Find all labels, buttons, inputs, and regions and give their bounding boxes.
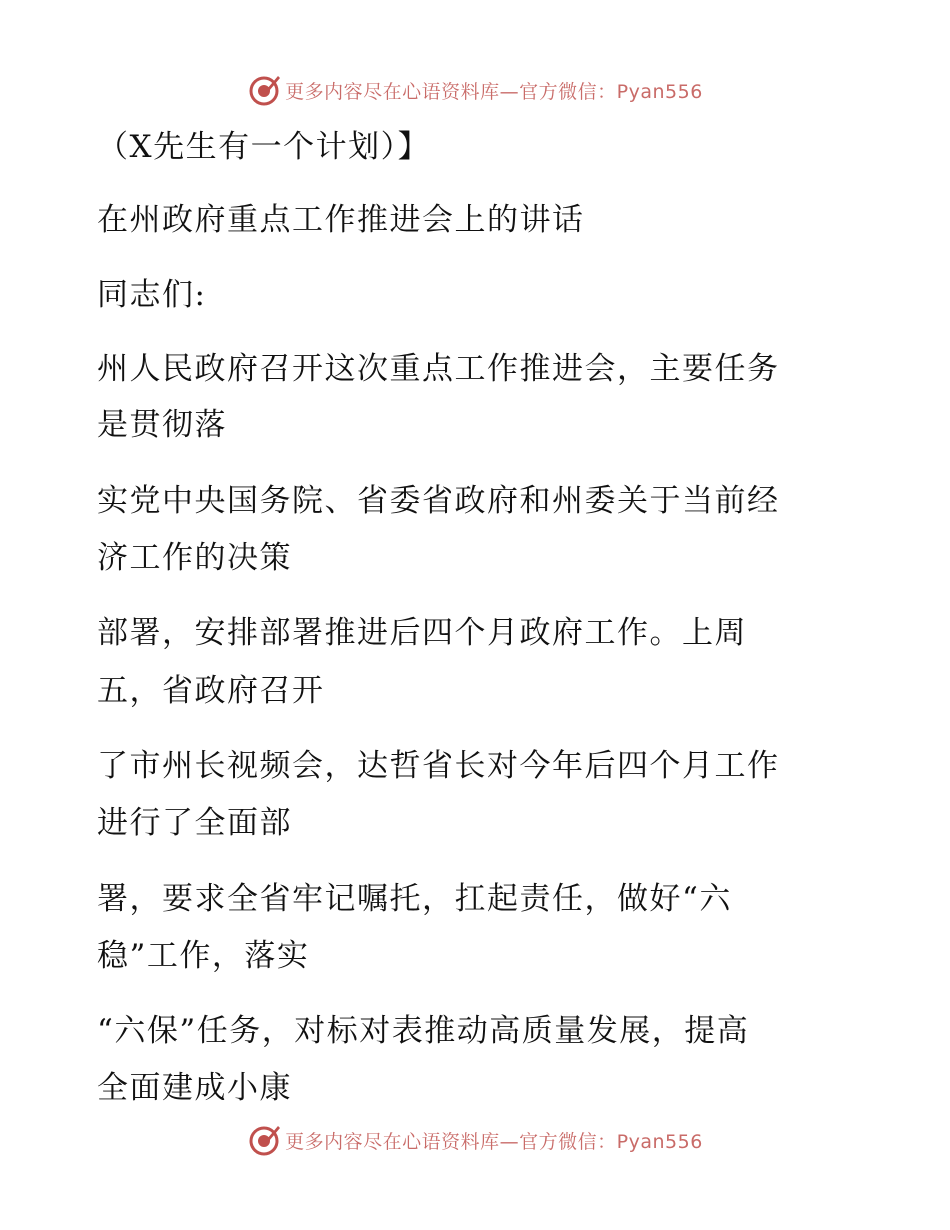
doc-line: 同志们: — [97, 277, 207, 313]
doc-line: 稳”工作，落实 — [97, 938, 310, 974]
doc-line: 署，要求全省牢记嘱托，扛起责任，做好“六 — [97, 881, 732, 917]
doc-line: “六保”任务，对标对表推动高质量发展，提高 — [97, 1013, 750, 1049]
footer-watermark — [0, 1120, 950, 1160]
doc-line: 部署，安排部署推进后四个月政府工作。上周 — [97, 615, 747, 651]
footer-watermark-text: 更多内容尽在心语资料库—官方微信：Pyan556 — [285, 1130, 703, 1153]
doc-line: 在州政府重点工作推进会上的讲话 — [97, 202, 585, 238]
doc-line: 是贯彻落 — [97, 407, 227, 443]
doc-line: 济工作的决策 — [97, 540, 292, 576]
doc-line: （X先生有一个计划）】 — [97, 129, 431, 165]
doc-line: 实党中央国务院、省委省政府和州委关于当前经 — [97, 483, 780, 519]
pen-logo-icon — [247, 1123, 281, 1157]
doc-line: 全面建成小康 — [97, 1070, 292, 1106]
doc-line: 州人民政府召开这次重点工作推进会，主要任务 — [97, 351, 780, 387]
pen-logo-icon — [247, 73, 281, 107]
header-watermark — [0, 70, 950, 110]
doc-line: 五，省政府召开 — [97, 673, 325, 709]
header-watermark-text: 更多内容尽在心语资料库—官方微信：Pyan556 — [285, 80, 703, 103]
doc-line: 进行了全面部 — [97, 805, 292, 841]
doc-line: 了市州长视频会，达哲省长对今年后四个月工作 — [97, 748, 780, 784]
